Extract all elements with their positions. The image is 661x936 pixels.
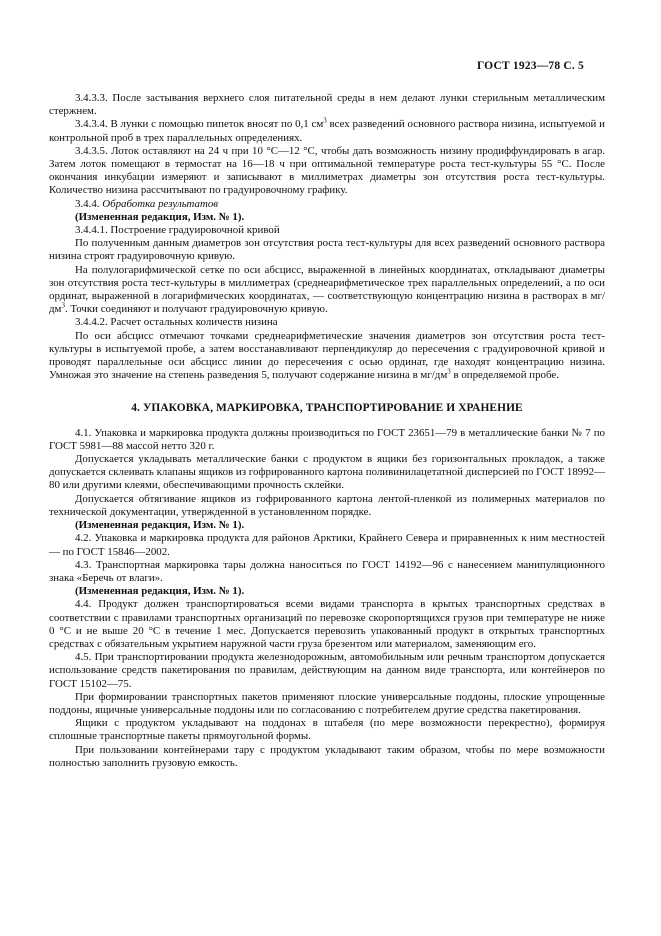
- paragraph: 3.4.3.3. После застывания верхнего слоя питательной среды в нем делают лунки стерильным металлическим стержнем.: [49, 92, 605, 118]
- subsection-heading: 3.4.4. Обработка результатов: [75, 197, 218, 210]
- paragraph: На полулогарифмической сетке по оси абсцисс, выраженной в линейных координатах, откладывают диаметры зон отсутствия роста тест-культуры в миллиметрах (среднеарифметическое трех параллельных определений, а по оси ординат, выраженной в логарифмических координатах, — соответствующую концентрацию низина в растворах в $мг/дм^3$. Точки соединяют и получают градуировочную кривую.: [49, 263, 605, 316]
- amendment-note: (Измененная редакция, Изм. № 1).: [75, 210, 245, 223]
- paragraph: Допускается обтягивание ящиков из гофрированного картона лентой-пленкой из полимерных материалов по технической документации, утвержденной в установленном порядке.: [49, 492, 605, 518]
- paragraph: 4.1. Упаковка и маркировка продукта должны производиться по ГОСТ 23651—79 в металлические банки № 7 по ГОСТ 5981—88 массой нетто 320 г.: [49, 426, 605, 452]
- paragraph: 3.4.4.1. Построение градуировочной кривой: [75, 224, 280, 237]
- paragraph: По полученным данным диаметров зон отсутствия роста тест-культуры для всех разведений основного раствора низина строят градуировочную кривую.: [49, 237, 605, 263]
- paragraph: 4.2. Упаковка и маркировка продукта для районов Арктики, Крайнего Севера и приравненных к ним местностей — по ГОСТ 15846—2002.: [49, 532, 605, 558]
- section-title: 4. УПАКОВКА, МАРКИРОВКА, ТРАНСПОРТИРОВАНИЕ И ХРАНЕНИЕ: [131, 402, 523, 415]
- paragraph: При пользовании контейнерами тару с продуктом укладывают таким образом, чтобы по мере возможности полностью заполнить грузовую емкость.: [49, 743, 605, 769]
- paragraph: 4.5. При транспортировании продукта железнодорожным, автомобильным или речным транспортом допускается использование средств пакетирования по правилам, действующим на данном виде транспорта, или контейнеров по ГОСТ 15102—75.: [49, 651, 605, 690]
- paragraph: Допускается укладывать металлические банки с продуктом в ящики без горизонтальных прокладок, а также допускается склеивать клапаны ящиков из гофрированного картона поливинилацетатной дисперсией по ГОСТ 18992—80 или другими клеями, обеспечивающими прочность склейки.: [49, 453, 605, 492]
- amendment-note: (Измененная редакция, Изм. № 1).: [75, 585, 245, 598]
- page-header: ГОСТ 1923—78 С. 5: [476, 60, 584, 72]
- paragraph: 4.4. Продукт должен транспортироваться всеми видами транспорта в крытых транспортных средствах в соответствии с правилами транспортных организаций по перевозке скоропортящихся грузов при температуре не ниже 0 °С и не выше 20 °С в течение 1 мес. Допускается перевозить упакованный продукт в открытых транспортных средствах с обязательным укрытием наружной части груза брезентом или материалом, заменяющим его.: [49, 598, 605, 650]
- paragraph: 4.3. Транспортная маркировка тары должна наноситься по ГОСТ 14192—96 с нанесением манипуляционного знака «Беречь от влаги».: [49, 558, 605, 584]
- paragraph: 3.4.3.4. В лунки с помощью пипеток вносят по 0,1 $см^3$ всех разведений основного раствора низина, испытуемой и контрольной проб в трех параллельных определениях.: [49, 116, 605, 144]
- paragraph: По оси абсцисс отмечают точками среднеарифметические значения диаметров зон отсутствия роста тест-культуры в испытуемой пробе, а затем восстанавливают перпендикуляр до пересечения с градуировочной кривой и проводят параллельные оси абсцисс линии до пересечения с осью ординат, где находят концентрацию низина. Умножая это значение на степень разведения 5, получают содержание низина в $мг/дм^3$ в определяемой пробе.: [49, 329, 605, 382]
- paragraph: При формировании транспортных пакетов применяют плоские универсальные поддоны, плоские упрощенные поддоны, ящичные универсальные поддоны или по согласованию с потребителем другие средства пакетирования.: [49, 690, 605, 716]
- paragraph: 3.4.3.5. Лоток оставляют на 24 ч при 10 °С—12 °С, чтобы дать возможность низину продиффундировать в агар. Затем лоток помещают в термостат на 16—18 ч при оптимальной температуре роста тест-культуры 55 °С. После окончания инкубации измеряют и записывают в миллиметрах диаметры зон отсутствия роста тест-культуры. Количество низина рассчитывают по градуировочному графику.: [49, 144, 605, 197]
- amendment-note: (Измененная редакция, Изм. № 1).: [75, 519, 245, 532]
- paragraph: Ящики с продуктом укладывают на поддонах в штабеля (по мере возможности перекрестно), формируя сплошные транспортные пакеты прямоугольной формы.: [49, 717, 605, 743]
- document-body: [49, 92, 605, 770]
- paragraph: 3.4.4.2. Расчет остальных количеств низина: [75, 316, 278, 329]
